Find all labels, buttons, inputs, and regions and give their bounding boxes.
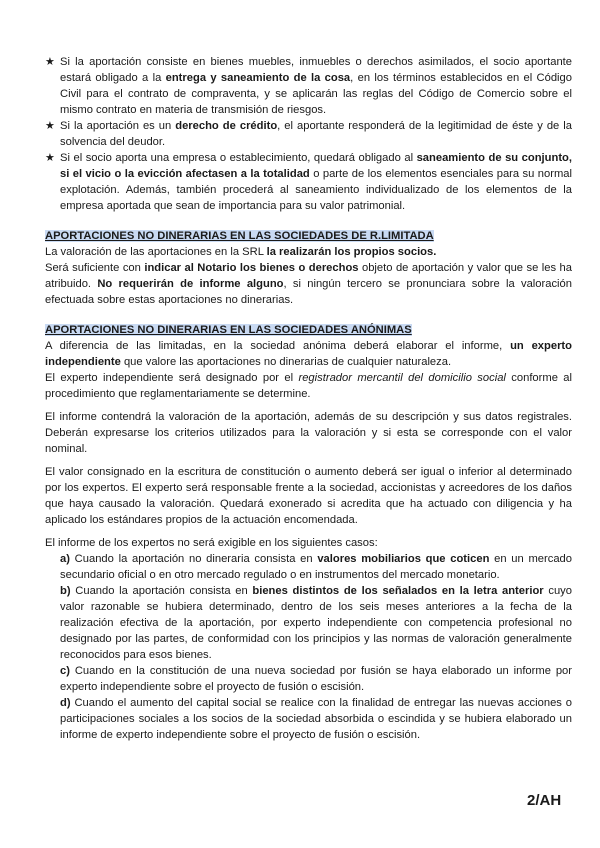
paragraph	[45, 260, 572, 308]
bold-text: c)	[60, 665, 70, 677]
text-run: El valor consignado en la escritura de constitución o aumento deberá ser igual o inferior al determinado por los expertos. El experto será responsable frente a la sociedad, accionistas y acreedores de los daños que haya causado la valoración. Quedará exonerado si acredita que ha actuado con diligencia y ha aplicado los estándares propios de la actuación encomendada.	[45, 466, 572, 526]
text-run: Si el socio aporta una empresa o establecimiento, quedará obligado al	[60, 152, 417, 164]
bold-text: entrega y saneamiento de la cosa	[165, 72, 351, 84]
bold-text: a)	[60, 553, 70, 565]
text-run: Si la aportación consiste en bienes muebles, inmuebles o derechos asimilados, el socio aportante estará obligado a la	[60, 56, 572, 84]
italic-text: registrador mercantil del domicilio social	[298, 372, 506, 384]
case-item	[45, 583, 572, 663]
section-heading-block	[45, 322, 572, 338]
text-run: conforme al procedimiento que reglamentariamente se determine.	[45, 372, 573, 400]
bold-text: saneamiento de su conjunto, si el vicio o la evicción afectasen a la totalidad	[60, 152, 572, 180]
paragraph	[45, 409, 572, 457]
text-run: Será suficiente con	[45, 262, 145, 274]
text-run: La valoración de las aportaciones en la SRL	[45, 246, 267, 258]
paragraph	[45, 535, 572, 551]
section-heading-block	[45, 228, 572, 244]
section-heading: APORTACIONES NO DINERARIAS EN LAS SOCIEDADES ANÓNIMAS	[45, 324, 412, 336]
text-run: que valore las aportaciones no dinerarias de cualquier naturaleza.	[120, 356, 452, 368]
case-item	[45, 695, 572, 743]
text-run: Cuando el aumento del capital social se realice con la finalidad de entregar las nuevas acciones o participaciones sociales a los socios de la sociedad absorbida o escindida y se hubiera elaborado un informe de experto independiente sobre el proyecto de fusión o escisión.	[60, 697, 572, 741]
paragraph	[45, 370, 572, 402]
text-run: El experto independiente será designado por el	[45, 372, 299, 384]
text-run: objeto de aportación y valor que se les ha atribuido.	[45, 262, 572, 290]
section-heading: APORTACIONES NO DINERARIAS EN LAS SOCIEDADES DE R.LIMITADA	[45, 230, 434, 242]
paragraph	[45, 244, 572, 260]
text-run: El informe de los expertos no será exigible en los siguientes casos:	[45, 537, 378, 549]
text-run: A diferencia de las limitadas, en la sociedad anónima deberá elaborar el informe,	[45, 340, 511, 352]
paragraph	[45, 338, 572, 370]
bold-text: indicar al Notario los bienes o derechos	[144, 262, 359, 274]
text-run: cuyo valor razonable se hubiera determinado, dentro de los seis meses anteriores a la fecha de la realización efectiva de la aportación, por experto independiente con competencia profesional no designado por las partes, de conformidad con los principios y las normas de valoración generalmente reconocidos para esos bienes.	[60, 585, 572, 661]
bold-text: d)	[60, 697, 71, 709]
bullet-item	[45, 54, 572, 118]
text-run: , en los términos establecidos en el Código Civil para el contrato de compraventa, y se aplicarán las reglas del Código de Comercio sobre el mismo contrato en materia de transmisión de riesgos.	[60, 72, 572, 116]
bold-text: derecho de crédito	[175, 120, 278, 132]
star-icon: ★	[45, 56, 55, 68]
text-run: Cuando la aportación consista en	[70, 585, 253, 597]
bold-text: un experto independiente	[45, 340, 572, 368]
bullet-item	[45, 118, 572, 150]
page-number: 2/AH	[527, 792, 562, 809]
bold-text: bienes distintos de los señalados en la letra anterior	[252, 585, 544, 597]
text-run: en un mercado secundario oficial o en otro mercado regulado o en instrumentos del mercado monetario.	[60, 553, 572, 581]
bold-text: No requerirán de informe alguno	[97, 278, 284, 290]
bold-text: valores mobiliarios que coticen	[317, 553, 490, 565]
star-icon: ★	[45, 120, 55, 132]
text-run: , si ningún tercero se pronunciara sobre la valoración efectuada sobre estas aportaciones no dinerarias.	[45, 278, 572, 306]
case-item	[45, 663, 572, 695]
text-run: Cuando en la constitución de una nueva sociedad por fusión se haya elaborado un informe por experto independiente sobre el proyecto de fusión o escisión.	[60, 665, 572, 693]
bullet-item	[45, 150, 572, 214]
text-run: , el aportante responderá de la legitimidad de éste y de la solvencia del deudor.	[60, 120, 573, 148]
document-body	[45, 54, 572, 743]
case-item	[45, 551, 572, 583]
text-run: El informe contendrá la valoración de la aportación, además de su descripción y sus datos registrales. Deberán expresarse los criterios utilizados para la valoración y si esta se corresponde con el valor nominal.	[45, 411, 572, 455]
bold-text: b)	[60, 585, 71, 597]
text-run: Cuando la aportación no dineraria consista en	[69, 553, 318, 565]
paragraph	[45, 464, 572, 528]
star-icon: ★	[45, 152, 55, 164]
bold-text: la realizarán los propios socios.	[266, 246, 437, 258]
text-run: o parte de los elementos esenciales para su normal explotación. Además, también procederá al saneamiento individualizado de los elementos de la empresa aportada que sean de importancia para su valor patrimonial.	[60, 168, 572, 212]
text-run: Si la aportación es un	[60, 120, 176, 132]
